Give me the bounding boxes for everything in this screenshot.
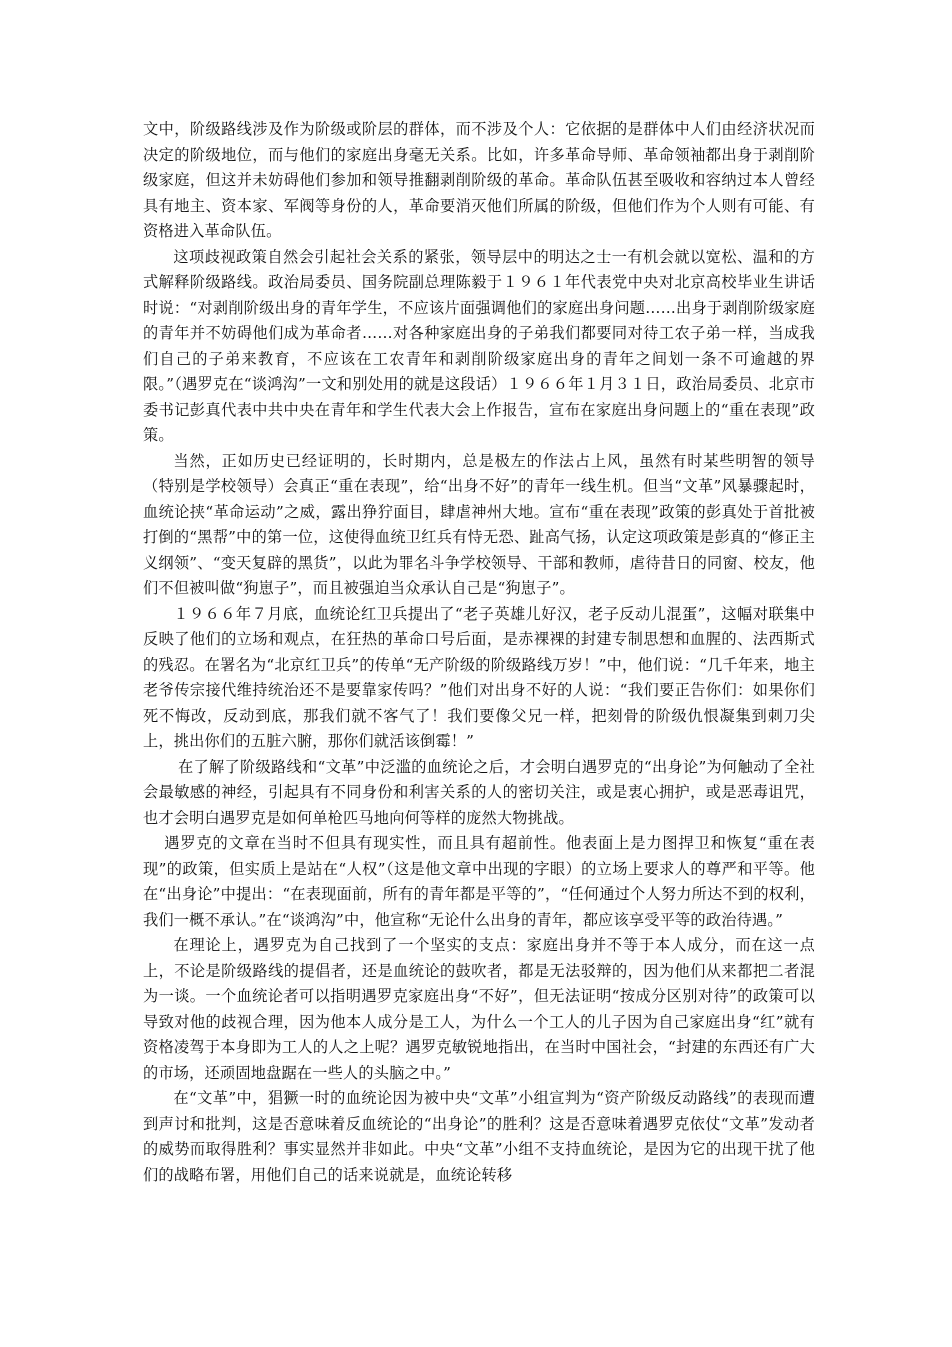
paragraph-7: 在理论上，遇罗克为自己找到了一个坚实的支点：家庭出身并不等于本人成分，而在这一点上，不论是阶级路线的提倡者，还是血统论的鼓吹者，都是无法驳辩的，因为他们从来都把二者混为一谈。一个血统论者可以指明遇罗克家庭出身“不好”，但无法证明“按成分区别对待”的政策可以导致对他的歧视合理，因为他本人成分是工人，为什么一个工人的儿子因为自己家庭出身“红”就有资格凌驾于本身即为工人的人之上呢？遇罗克敏锐地指出，在当时中国社会，“封建的东西还有广大的市场，还顽固地盘踞在一些人的头脑之中。”	[143, 936, 815, 1082]
paragraph-2: 这项歧视政策自然会引起社会关系的紧张，领导层中的明达之士一有机会就以宽松、温和的方式解释阶级路线。政治局委员、国务院副总理陈毅于１９６１年代表党中央对北京高校毕业生讲话时说：“对剥削阶级出身的青年学生，不应该片面强调他们的家庭出身问题……出身于剥削阶级家庭的青年并不妨碍他们成为革命者……对各种家庭出身的子弟我们都要同对待工农子弟一样，当成我们自己的子弟来教育，不应该在工农青年和剥削阶级家庭出身的青年之间划一条不可逾越的界限。”（遇罗克在“谈鸿沟”一文和别处用的就是这段话）１９６６年１月３１日，政治局委员、北京市委书记彭真代表中共中央在青年和学生代表大会上作报告，宣布在家庭出身问题上的“重在表现”政策。	[143, 247, 815, 444]
paragraph-3: 当然，正如历史已经证明的，长时期内，总是极左的作法占上风，虽然有时某些明智的领导（特别是学校领导）会真正“重在表现”，给“出身不好”的青年一线生机。但当“文革”风暴骤起时，血统论挟“革命运动”之威，露出狰狞面目，肆虐神州大地。宣布“重在表现”政策的彭真处于首批被打倒的“黑帮”中的第一位，这使得血统卫红兵有恃无恐、趾高气扬，认定这项政策是彭真的“修正主义纲领”、“变天复辟的黑货”，以此为罪名斗争学校领导、干部和教师，虐待昔日的同窗、校友，他们不但被叫做“狗崽子”，而且被强迫当众承认自己是“狗崽子”。	[143, 451, 815, 597]
paragraph-6: 遇罗克的文章在当时不但具有现实性，而且具有超前性。他表面上是力图捍卫和恢复“重在表现”的政策，但实质上是站在“人权”（这是他文章中出现的字眼）的立场上要求人的尊严和平等。他在“出身论”中提出：“在表现面前，所有的青年都是平等的”，“任何通过个人努力所达不到的权利，我们一概不承认。”在“谈鸿沟”中，他宣称“无论什么出身的青年，都应该享受平等的政治待遇。”	[143, 834, 815, 929]
paragraph-5: 在了解了阶级路线和“文革”中泛滥的血统论之后，才会明白遇罗克的“出身论”为何触动了全社会最敏感的神经，引起具有不同身份和利害关系的人的密切关注，或是衷心拥护，或是恶毒诅咒，也才会明白遇罗克是如何单枪匹马地向何等样的庞然大物挑战。	[143, 757, 815, 827]
document-body	[143, 117, 815, 1188]
paragraph-1: 文中，阶级路线涉及作为阶级或阶层的群体，而不涉及个人：它依据的是群体中人们由经济状况而决定的阶级地位，而与他们的家庭出身毫无关系。比如，许多革命导师、革命领袖都出身于剥削阶级家庭，但这并未妨碍他们参加和领导推翻剥削阶级的革命。革命队伍甚至吸收和容纳过本人曾经具有地主、资本家、军阀等身份的人，革命要消灭他们所属的阶级，但他们作为个人则有可能、有资格进入革命队伍。	[143, 120, 815, 240]
paragraph-4: １９６６年７月底，血统论红卫兵提出了“老子英雄儿好汉，老子反动儿混蛋”，这幅对联集中反映了他们的立场和观点，在狂热的革命口号后面，是赤裸裸的封建专制思想和血腥的、法西斯式的残忍。在署名为“北京红卫兵”的传单“无产阶级的阶级路线万岁！”中，他们说：“几千年来，地主老爷传宗接代维持统治还不是要靠家传吗？”他们对出身不好的人说：“我们要正告你们：如果你们死不悔改，反动到底，那我们就不客气了！我们要像父兄一样，把刻骨的阶级仇恨凝集到刺刀尖上，挑出你们的五脏六腑，那你们就活该倒霉！”	[143, 604, 815, 750]
paragraph-8: 在“文革”中，猖獗一时的血统论因为被中央“文革”小组宣判为“资产阶级反动路线”的表现而遭到声讨和批判，这是否意味着反血统论的“出身论”的胜利？这是否意味着遇罗克依仗“文革”发动者的威势而取得胜利？事实显然并非如此。中央“文革”小组不支持血统论，是因为它的出现干扰了他们的战略布署，用他们自己的话来说就是，血统论转移	[143, 1089, 815, 1184]
